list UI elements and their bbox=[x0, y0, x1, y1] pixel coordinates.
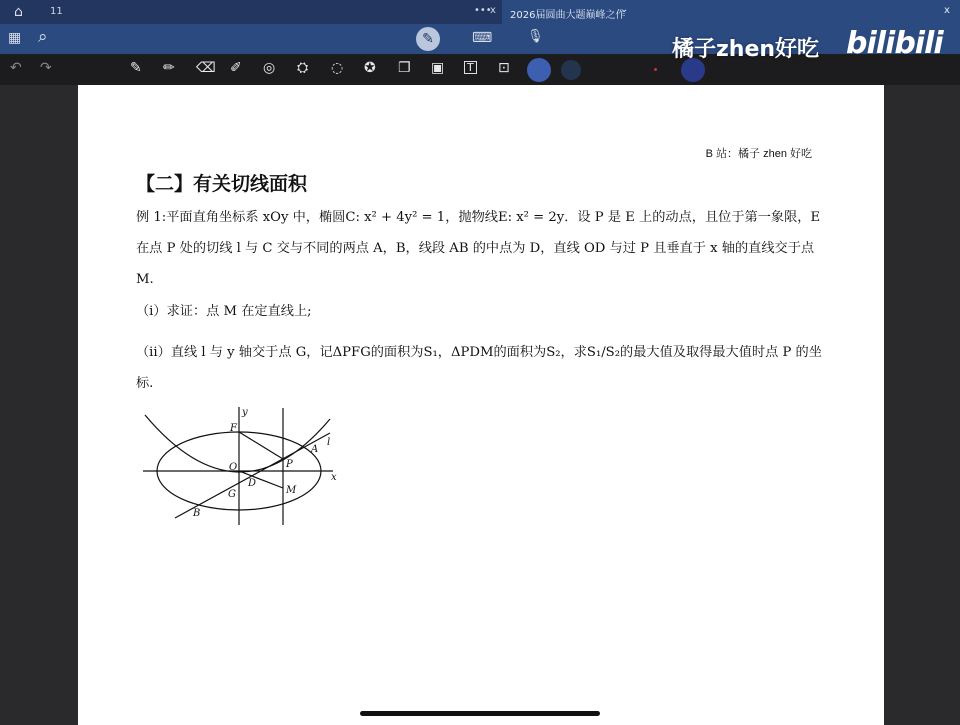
chevron-down-icon[interactable]: ⌄ bbox=[620, 4, 629, 15]
home-indicator[interactable] bbox=[360, 711, 600, 716]
color-dot[interactable] bbox=[654, 68, 657, 71]
label-a: A bbox=[311, 444, 319, 455]
pen-mode-icon[interactable]: ✎ bbox=[416, 27, 440, 51]
question-i: （i）求证：点 M 在定直线上; bbox=[136, 304, 312, 319]
keyboard-icon[interactable]: ⌨ bbox=[472, 30, 493, 46]
label-y: y bbox=[242, 407, 248, 418]
lasso-tool-icon[interactable]: ◌ bbox=[331, 60, 344, 76]
redo-icon[interactable]: ↷ bbox=[40, 60, 52, 76]
question-ii: （ii）直线 l 与 y 轴交于点 G，记ΔPFG的面积为S₁，ΔPDM的面积为S₂，求S₁/S₂的最大值及取得最大值时点 P 的坐标. bbox=[136, 345, 822, 391]
label-b: B bbox=[193, 508, 201, 519]
bilibili-logo: bilibili bbox=[846, 26, 943, 61]
mic-icon[interactable]: 🎙 bbox=[527, 29, 544, 44]
label-d: D bbox=[248, 478, 257, 489]
tab-close-icon[interactable]: x bbox=[944, 5, 950, 16]
label-p: P bbox=[286, 459, 293, 470]
section-heading: 【二】有关切线面积 bbox=[136, 173, 308, 195]
tape-tool-icon[interactable]: ◎ bbox=[263, 60, 276, 76]
label-g: G bbox=[228, 489, 236, 500]
tab-label: 11 bbox=[50, 6, 63, 17]
sticker-tool-icon[interactable]: ✪ bbox=[364, 60, 376, 76]
laser-pointer-button[interactable] bbox=[527, 58, 551, 82]
tab-inactive[interactable] bbox=[0, 0, 502, 24]
label-f: F bbox=[230, 423, 237, 434]
image-tool-icon[interactable]: ▣ bbox=[431, 60, 445, 76]
problem-statement: 例 1:平面直角坐标系 xOy 中，椭圆C: x² + 4y² = 1，抛物线E: x² = 2y．设 P 是 E 上的动点，且位于第一象限，E 在点 P 处的切线 l 与 C 交与不同的两点 A，B，线段 AB 的中点为 D，直线 OD 与过 P 且垂直于 x 轴的直线交于点 M. bbox=[136, 210, 821, 287]
label-m: M bbox=[286, 485, 297, 496]
label-o: O bbox=[229, 462, 238, 473]
tangent-line-l bbox=[175, 433, 330, 518]
home-icon[interactable]: ⌂ bbox=[14, 4, 23, 20]
tab-close-icon[interactable]: x bbox=[490, 5, 496, 16]
copy-tool-icon[interactable]: ❐ bbox=[398, 60, 411, 76]
geometry-figure bbox=[78, 85, 884, 725]
eraser-tool-icon[interactable]: ⌫ bbox=[196, 60, 216, 76]
search-icon[interactable]: ⌕ bbox=[38, 27, 48, 47]
tab-active[interactable] bbox=[502, 0, 960, 24]
camera-tool-icon[interactable]: ⊡ bbox=[498, 60, 510, 76]
pen-tool-icon[interactable]: ✎ bbox=[130, 60, 142, 76]
tab-title: 2026届圆曲大题巅峰之作 bbox=[510, 10, 626, 21]
highlighter-tool-icon[interactable]: ✐ bbox=[230, 60, 242, 76]
undo-icon[interactable]: ↶ bbox=[10, 60, 22, 76]
watermark-text: 橘子zhen好吃 bbox=[672, 37, 820, 62]
label-l: l bbox=[327, 437, 331, 448]
parabola-e bbox=[145, 415, 330, 472]
grid-icon[interactable]: ▦ bbox=[8, 30, 22, 46]
color-picker-button[interactable] bbox=[561, 60, 581, 80]
document-page bbox=[78, 85, 884, 725]
tab-bar bbox=[0, 0, 960, 24]
tab-more-icon[interactable]: ••• bbox=[474, 5, 492, 16]
credit-text: B 站：橘子 zhen 好吃 bbox=[705, 148, 812, 160]
pencil-tool-icon[interactable]: ✏ bbox=[163, 60, 175, 76]
text-tool-icon[interactable]: T bbox=[464, 61, 477, 74]
label-x: x bbox=[331, 472, 337, 483]
shapes-tool-icon[interactable]: ⛭ bbox=[297, 60, 309, 76]
